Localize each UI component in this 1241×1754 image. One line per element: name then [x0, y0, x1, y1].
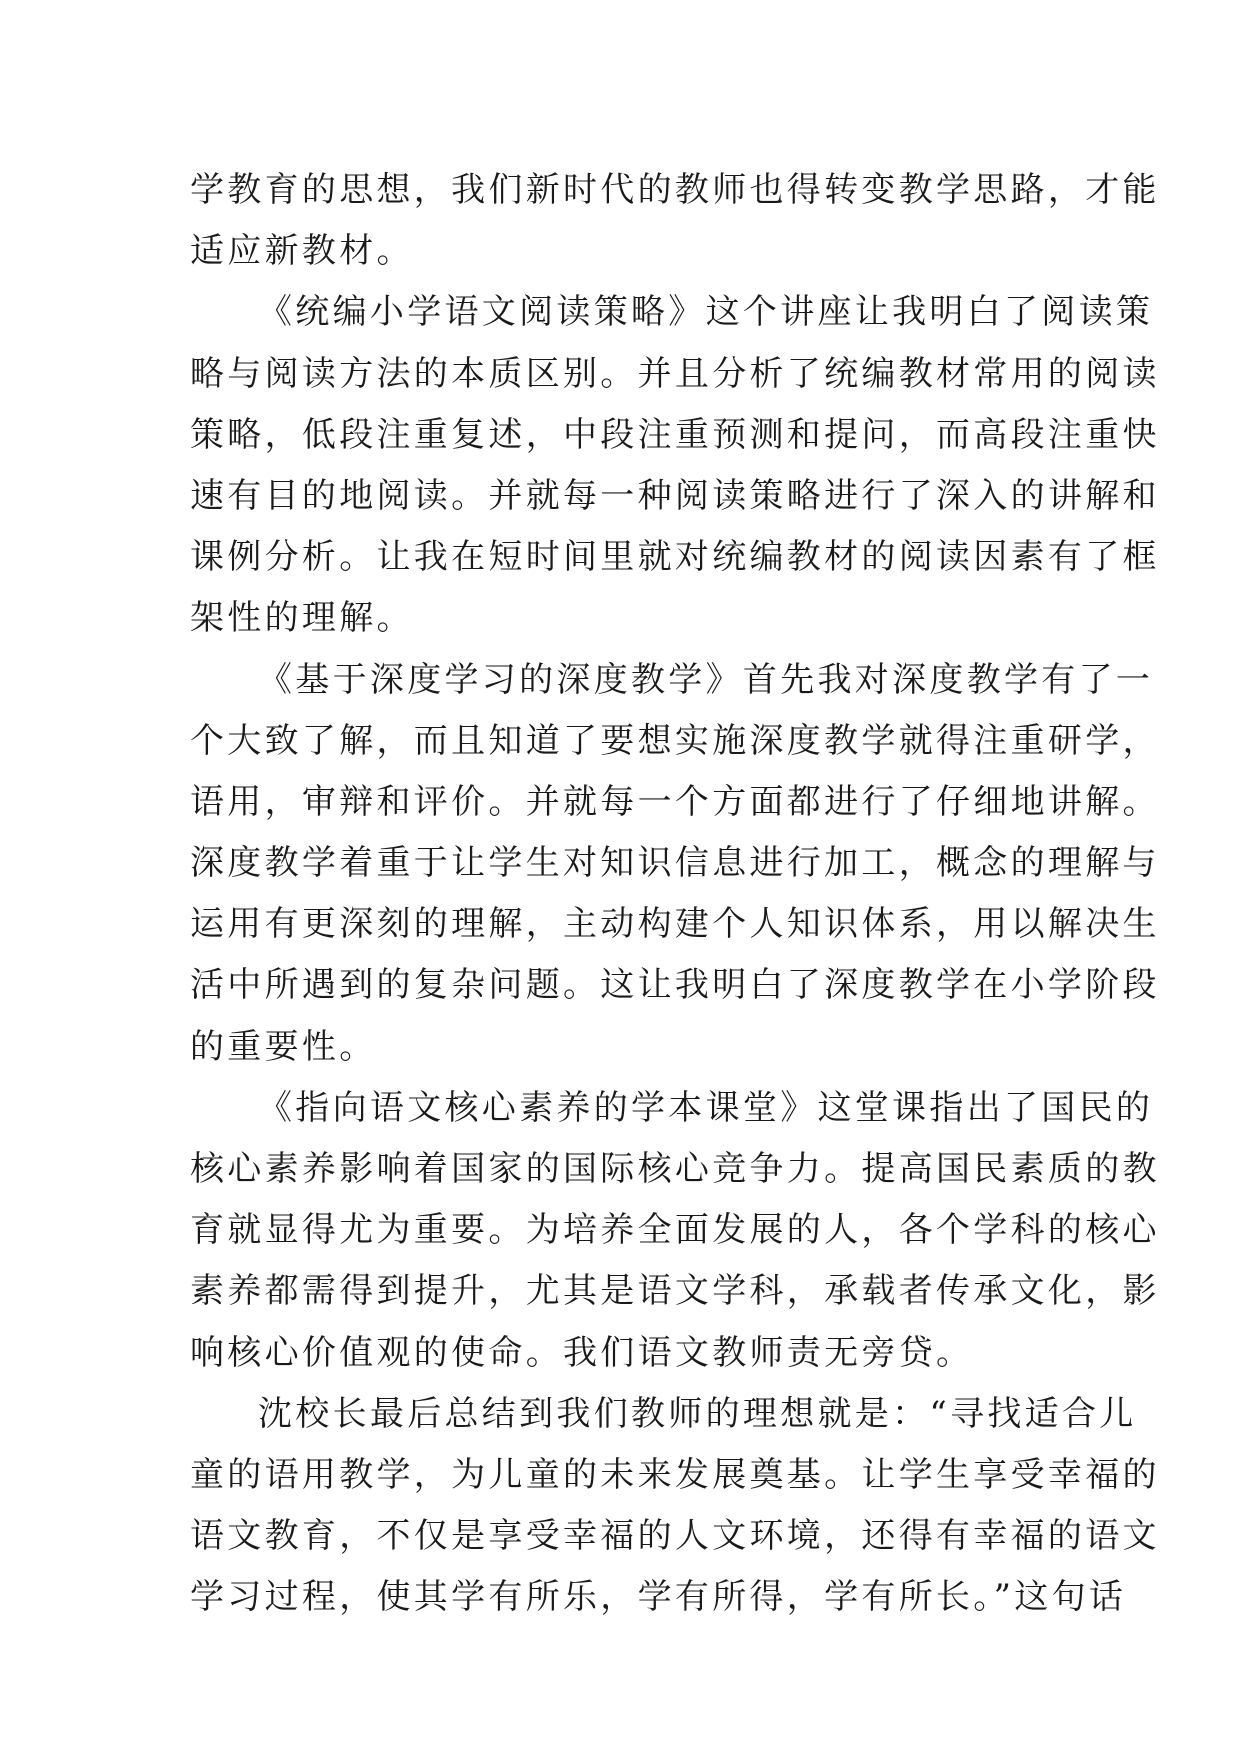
text-line: 的重要性。	[190, 1026, 377, 1067]
text-line: 活中所遇到的复杂问题。这让我明白了深度教学在小学阶段	[190, 965, 1160, 1006]
text-line: 育就显得尤为重要。为培养全面发展的人，各个学科的核心	[190, 1210, 1160, 1251]
text-line: 略与阅读方法的本质区别。并且分析了统编教材常用的阅读	[190, 353, 1160, 394]
text-line: 核心素养影响着国家的国际核心竞争力。提高国民素质的教	[190, 1149, 1160, 1189]
text-line: 素养都需得到提升，尤其是语文学科，承载者传承文化，影	[190, 1271, 1160, 1312]
text-line: 学教育的思想，我们新时代的教师也得转变教学思路，才能	[190, 170, 1160, 210]
text-line: 响核心价值观的使命。我们语文教师责无旁贷。	[190, 1332, 974, 1373]
paragraph-first-line: 沈校长最后总结到我们教师的理想就是：“寻找适合儿	[258, 1393, 1137, 1434]
text-line: 语用，审辩和评价。并就每一个方面都进行了仔细地讲解。	[190, 781, 1160, 822]
text-line: 深度教学着重于让学生对知识信息进行加工，概念的理解与	[190, 843, 1160, 884]
text-line: 运用有更深刻的理解，主动构建个人知识体系，用以解决生	[190, 904, 1160, 945]
text-line: 课例分析。让我在短时间里就对统编教材的阅读因素有了框	[190, 537, 1160, 578]
paragraph-first-line: 《基于深度学习的深度教学》首先我对深度教学有了一	[258, 659, 1154, 700]
text-line: 个大致了解，而且知道了要想实施深度教学就得注重研学，	[190, 720, 1160, 761]
text-line: 童的语用教学，为儿童的未来发展奠基。让学生享受幸福的	[190, 1454, 1160, 1495]
text-line: 学习过程，使其学有所乐，学有所得，学有所长。”这句话	[190, 1577, 1127, 1618]
text-line: 架性的理解。	[190, 598, 414, 639]
text-line: 速有目的地阅读。并就每一种阅读策略进行了深入的讲解和	[190, 475, 1160, 516]
body-text	[190, 160, 1160, 1629]
text-line: 语文教育，不仅是享受幸福的人文环境，还得有幸福的语文	[190, 1516, 1160, 1557]
text-line: 策略，低段注重复述，中段注重预测和提问，而高段注重快	[190, 414, 1160, 455]
text-line: 适应新教材。	[190, 231, 414, 272]
paragraph-first-line: 《统编小学语文阅读策略》这个讲座让我明白了阅读策	[258, 292, 1154, 333]
paragraph-first-line: 《指向语文核心素养的学本课堂》这堂课指出了国民的	[258, 1087, 1154, 1128]
